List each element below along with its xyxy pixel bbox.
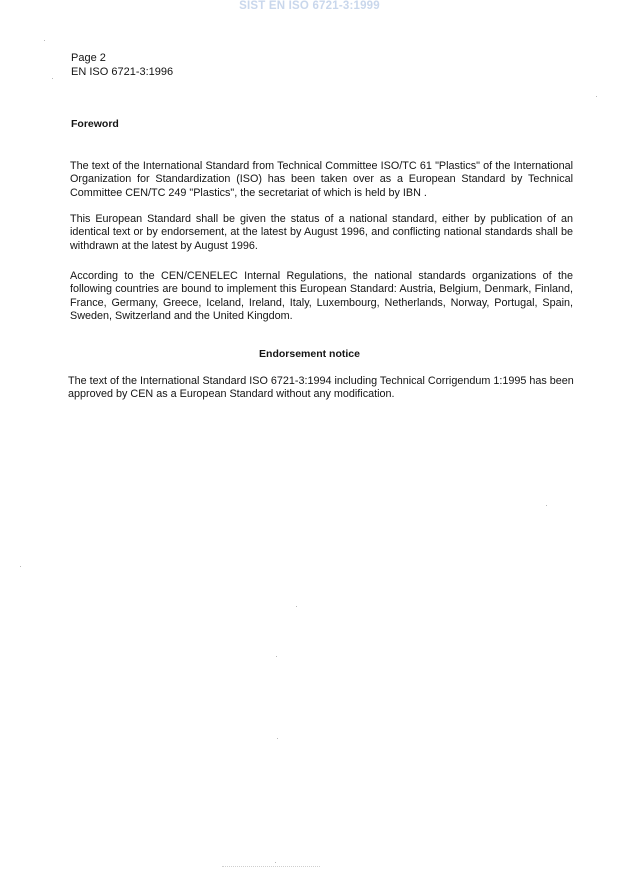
scan-speck (276, 656, 277, 657)
footer-scan-mark (222, 866, 320, 868)
page-number: Page 2 (71, 52, 106, 64)
endorsement-heading: Endorsement notice (259, 348, 360, 360)
scan-speck (275, 862, 276, 863)
foreword-paragraph-1: The text of the International Standard from Technical Committee ISO/TC 61 "Plastics" of the International Organization for Standardization (ISO) has been taken over as a European Standard by Technical Committee CEN/TC 249 "Plastics", the secretariat of which is held by IBN . (70, 160, 573, 199)
scan-speck (20, 566, 21, 567)
scan-speck (596, 96, 597, 97)
scan-speck (44, 40, 45, 41)
scan-speck (277, 738, 278, 739)
scan-speck (546, 505, 547, 506)
foreword-paragraph-2: This European Standard shall be given the status of a national standard, either by publication of an identical text or by endorsement, at the latest by August 1996, and conflicting national standards shall be withdrawn at the latest by August 1996. (70, 213, 573, 252)
endorsement-paragraph: The text of the International Standard ISO 6721-3:1994 including Technical Corrigendum 1:1995 has been approved by CEN as a European Standard without any modification. (68, 375, 574, 401)
document-id: EN ISO 6721-3:1996 (71, 66, 174, 78)
page-header (71, 51, 173, 79)
scan-speck (52, 78, 53, 79)
foreword-heading: Foreword (71, 118, 119, 130)
watermark-text: SIST EN ISO 6721-3:1999 (239, 0, 380, 12)
foreword-paragraph-3: According to the CEN/CENELEC Internal Regulations, the national standards organizations of the following countries are bound to implement this European Standard: Austria, Belgium, Denmark, Finland, France, Germany, Greece, Iceland, Ireland, Italy, Luxembourg, Netherlands, Norway, Portugal, Spain, Sweden, Switzerland and the United Kingdom. (70, 270, 573, 323)
scan-speck (296, 606, 297, 607)
